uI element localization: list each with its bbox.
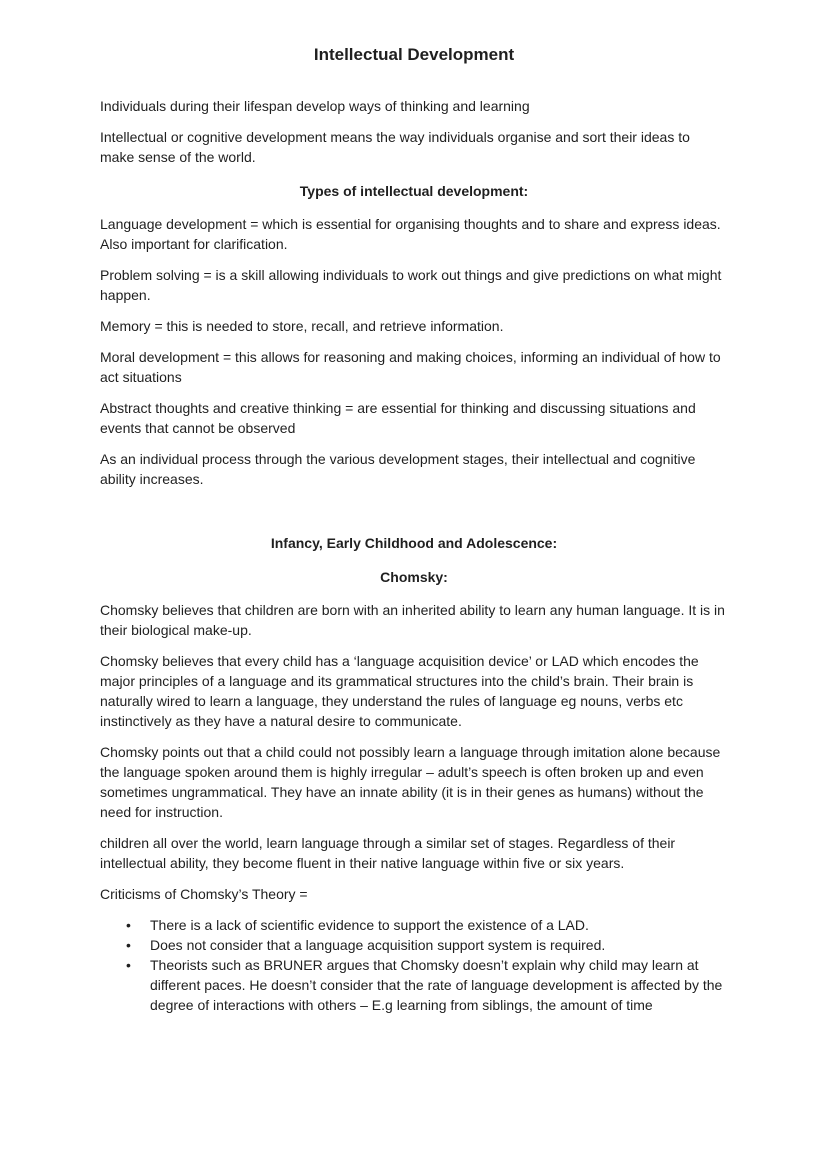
type-item-abstract-thoughts: Abstract thoughts and creative thinking = are essential for thinking and discussing situations and events that cannot be observed	[100, 400, 696, 436]
criticisms-label: Criticisms of Chomsky’s Theory =	[100, 886, 308, 902]
chomsky-paragraph-3: Chomsky points out that a child could not possibly learn a language through imitation alone because the language spoken around them is highly irregular – adult’s speech is often broken up and even sometimes ungrammatical. They have an innate ability (it is in their genes as humans) without the need for instruction.	[100, 744, 721, 820]
types-section-heading: Types of intellectual development:	[299, 183, 529, 199]
intro-paragraph-2: Intellectual or cognitive development means the way individuals organise and sort their ideas to make sense of the world.	[100, 129, 690, 165]
chomsky-paragraph-2: Chomsky believes that every child has a ‘language acquisition device’ or LAD which encodes the major principles of a language and its grammatical structures into the child’s brain. Their brain is naturally wired to learn a language, they understand the rules of language eg nouns, verbs etc instinctively as they have a natural desire to communicate.	[100, 653, 699, 729]
type-item-language-development: Language development = which is essential for organising thoughts and to share and express ideas. Also important for clarification.	[100, 216, 721, 252]
type-item-problem-solving: Problem solving = is a skill allowing individuals to work out things and give predictions on what might happen.	[100, 267, 722, 303]
type-item-moral-development: Moral development = this allows for reasoning and making choices, informing an individual of how to act situations	[100, 349, 721, 385]
types-summary-paragraph: As an individual process through the various development stages, their intellectual and cognitive ability increases.	[100, 451, 696, 487]
criticism-item-1: • There is a lack of scientific evidence to support the existence of a LAD.	[150, 915, 728, 935]
criticisms-list	[100, 915, 728, 1015]
criticism-item-3: • Theorists such as BRUNER argues that Chomsky doesn’t explain why child may learn at different paces. He doesn’t consider that the rate of language development is affected by the degree of interactions with others – E.g learning from siblings, the amount of time	[150, 955, 728, 1015]
intro-paragraph-1: Individuals during their lifespan develop ways of thinking and learning	[100, 98, 530, 114]
chomsky-subheading: Chomsky:	[380, 569, 448, 585]
type-item-memory: Memory = this is needed to store, recall, and retrieve information.	[100, 318, 504, 334]
stages-section-heading: Infancy, Early Childhood and Adolescence:	[270, 535, 558, 551]
chomsky-paragraph-4: children all over the world, learn language through a similar set of stages. Regardless of their intellectual ability, they become fluent in their native language within five or six years.	[100, 835, 676, 871]
document-title: Intellectual Development	[313, 45, 515, 64]
criticism-item-2: • Does not consider that a language acquisition support system is required.	[150, 935, 728, 955]
chomsky-paragraph-1: Chomsky believes that children are born with an inherited ability to learn any human language. It is in their biological make-up.	[100, 602, 725, 638]
